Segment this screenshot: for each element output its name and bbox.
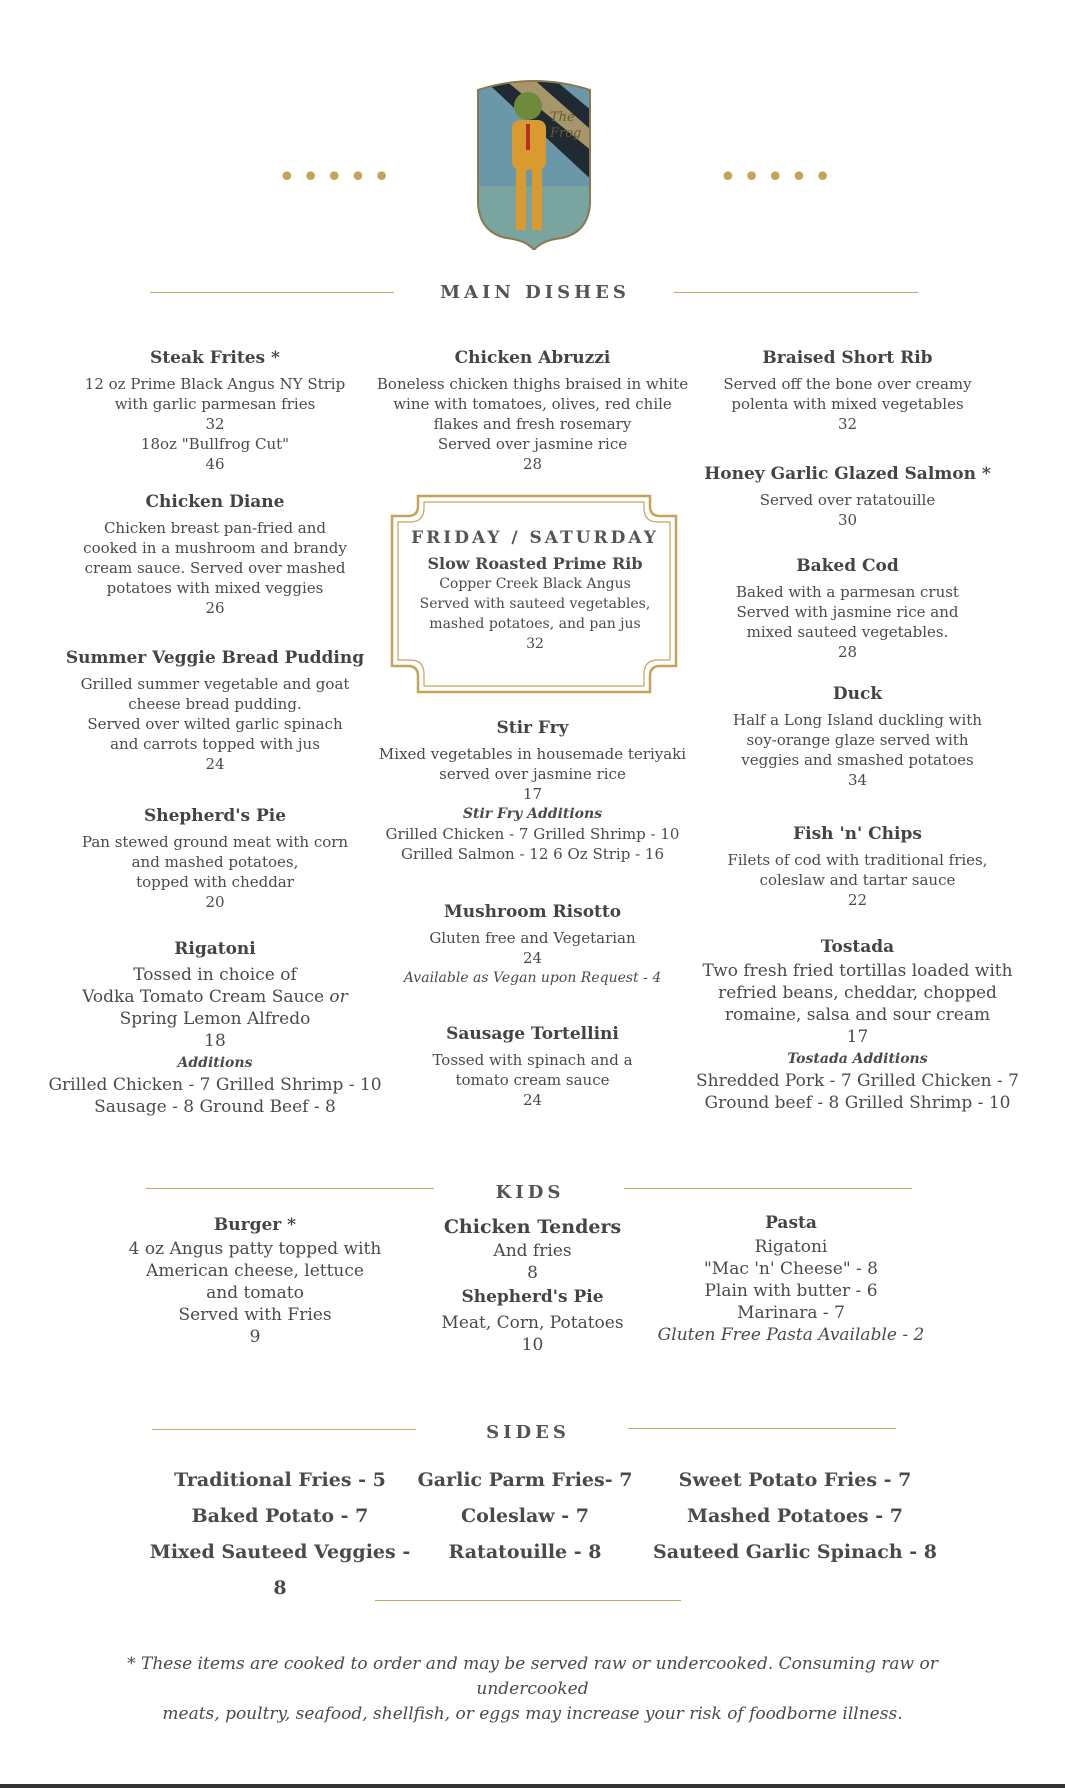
- rule-left-kids: [146, 1188, 434, 1189]
- section-title-kids: KIDS: [495, 1182, 565, 1203]
- special-heading: FRIDAY / SATURDAY: [411, 528, 659, 548]
- menu-item-stir-fry: Stir Fry Mixed vegetables in housemade teriyaki served over jasmine rice 17 Stir Fry Additions Grilled Chicken - 7 Grilled Shrimp - 10 Grilled Salmon - 12 6 Oz Strip - 16: [370, 718, 695, 864]
- item-name: Chicken Tenders: [443, 1216, 622, 1238]
- item-name: Mushroom Risotto: [443, 902, 622, 922]
- item-price: 46: [205, 455, 225, 473]
- menu-item-sausage-tortellini: Sausage Tortellini Tossed with spinach and a tomato cream sauce 24: [370, 1024, 695, 1110]
- item-name: Chicken Diane: [145, 492, 285, 512]
- item-name: Honey Garlic Glazed Salmon *: [704, 464, 991, 484]
- additions-label: Tostada Additions: [787, 1051, 928, 1067]
- side-item: Sweet Potato Fries - 7: [678, 1469, 912, 1491]
- item-price: 24: [205, 755, 225, 773]
- additions-label: Additions: [177, 1055, 253, 1071]
- sides-column-3: [650, 1462, 940, 1570]
- menu-item-duck: Duck Half a Long Island duckling with soy-orange glaze served with veggies and smashed potatoes 34: [700, 684, 1015, 790]
- rule-footer: [375, 1600, 681, 1601]
- item-price: 24: [522, 1091, 543, 1109]
- kids-item-burger: Burger * 4 oz Angus patty topped with American cheese, lettuce and tomato Served with Fries 9: [90, 1214, 420, 1348]
- menu-item-mushroom-risotto: Mushroom Risotto Gluten free and Vegetarian 24 Available as Vegan upon Request - 4: [370, 902, 695, 988]
- item-price: 32: [205, 415, 225, 433]
- menu-item-rigatoni: Rigatoni Tossed in choice of Vodka Tomato Cream Sauce or Spring Lemon Alfredo 18 Additions Grilled Chicken - 7 Grilled Shrimp - 10 Sausage - 8 Ground Beef - 8: [40, 938, 390, 1118]
- item-price: 9: [249, 1327, 261, 1347]
- bottom-border: [0, 1784, 1065, 1788]
- item-price: 18: [204, 1031, 226, 1051]
- side-item: Traditional Fries - 5: [174, 1469, 386, 1491]
- item-name: Rigatoni: [174, 939, 256, 959]
- item-name: Shepherd's Pie: [461, 1287, 604, 1307]
- side-item: Ratatouille - 8: [448, 1541, 602, 1563]
- side-item: Garlic Parm Fries- 7: [417, 1469, 633, 1491]
- item-name: Pasta: [765, 1213, 817, 1233]
- sides-column-2: [400, 1462, 650, 1570]
- menu-item-braised-short-rib: Braised Short Rib Served off the bone over creamy polenta with mixed vegetables 32: [690, 348, 1005, 434]
- item-price: 22: [847, 891, 868, 909]
- item-name: Summer Veggie Bread Pudding: [65, 648, 365, 668]
- additions-label: Stir Fry Additions: [462, 806, 603, 822]
- item-note: Gluten Free Pasta Available - 2: [657, 1325, 925, 1345]
- logo-text: The Frog: [550, 110, 582, 141]
- menu-item-honey-garlic-salmon: Honey Garlic Glazed Salmon * Served over ratatouille 30: [690, 464, 1005, 530]
- item-price: 26: [205, 599, 225, 617]
- item-price: 34: [847, 771, 868, 789]
- side-item: Mixed Sauteed Veggies - 8: [149, 1541, 411, 1599]
- item-price: 8: [527, 1263, 538, 1283]
- logo: [470, 76, 598, 250]
- item-name: Baked Cod: [796, 556, 899, 576]
- rule-left-sides: [152, 1429, 416, 1430]
- item-name: Shepherd's Pie: [143, 806, 287, 826]
- rule-right-main: [674, 292, 918, 293]
- item-name: Steak Frites *: [150, 348, 280, 368]
- item-price: 24: [522, 949, 543, 967]
- side-item: Baked Potato - 7: [191, 1505, 369, 1527]
- item-price: 10: [521, 1335, 544, 1355]
- menu-item-baked-cod: Baked Cod Baked with a parmesan crust Served with jasmine rice and mixed sauteed vegetables. 28: [690, 556, 1005, 662]
- item-name: Braised Short Rib: [762, 348, 933, 368]
- item-name: Tostada: [820, 937, 895, 957]
- item-price: 30: [837, 511, 858, 529]
- item-price: 28: [522, 455, 543, 473]
- disclaimer: * These items are cooked to order and may be served raw or undercooked. Consuming raw or undercooked meats, poultry, seafood, shellfish, or eggs may increase your risk of foodborne illness.: [127, 1654, 938, 1724]
- item-name: Duck: [832, 684, 883, 704]
- menu-item-steak-frites: Steak Frites * 12 oz Prime Black Angus NY Strip with garlic parmesan fries 32 18oz "Bullfrog Cut" 46: [50, 348, 380, 474]
- rule-left-main: [150, 292, 394, 293]
- item-name: Chicken Abruzzi: [454, 348, 611, 368]
- menu-item-tostada: Tostada Two fresh fried tortillas loaded with refried beans, cheddar, chopped romaine, salsa and sour cream 17 Tostada Additions Shredded Pork - 7 Grilled Chicken - 7 Ground beef - 8 Grilled Shrimp - 10: [690, 936, 1025, 1114]
- item-name: Sausage Tortellini: [446, 1024, 619, 1044]
- section-title-main: MAIN DISHES: [440, 282, 630, 303]
- item-name: Stir Fry: [496, 718, 569, 738]
- section-title-sides: SIDES: [486, 1422, 570, 1443]
- item-price: 17: [522, 785, 543, 803]
- decorative-dots-left: •••••: [278, 160, 397, 195]
- side-item: Mashed Potatoes - 7: [687, 1505, 903, 1527]
- item-price: 20: [205, 893, 225, 911]
- side-item: Coleslaw - 7: [460, 1505, 590, 1527]
- item-price: 28: [837, 643, 858, 661]
- side-item: Sauteed Garlic Spinach - 8: [653, 1541, 937, 1563]
- item-note: Available as Vegan upon Request - 4: [403, 970, 662, 986]
- special-name: Slow Roasted Prime Rib: [427, 554, 643, 573]
- kids-item-chicken-tenders: Chicken Tenders And fries 8 Shepherd's Pie Meat, Corn, Potatoes 10: [395, 1216, 670, 1356]
- item-price: 17: [846, 1027, 869, 1047]
- item-name: Fish 'n' Chips: [793, 824, 922, 844]
- menu-item-fish-n-chips: Fish 'n' Chips Filets of cod with traditional fries, coleslaw and tartar sauce 22: [700, 824, 1015, 910]
- rule-right-kids: [624, 1188, 912, 1189]
- menu-item-chicken-diane: Chicken Diane Chicken breast pan-fried and cooked in a mushroom and brandy cream sauce. Served over mashed potatoes with mixed veggies 26: [50, 492, 380, 618]
- decorative-dots-right: •••••: [719, 160, 838, 195]
- rule-right-sides: [628, 1428, 896, 1429]
- kids-item-pasta: Pasta Rigatoni "Mac 'n' Cheese" - 8 Plain with butter - 6 Marinara - 7 Gluten Free Pasta Available - 2: [640, 1212, 942, 1346]
- menu-item-shepherds-pie: Shepherd's Pie Pan stewed ground meat with corn and mashed potatoes, topped with cheddar 20: [50, 806, 380, 912]
- menu-item-summer-veggie-bread-pudding: Summer Veggie Bread Pudding Grilled summer vegetable and goat cheese bread pudding. Served over wilted garlic spinach and carrots topped with jus 24: [50, 648, 380, 774]
- item-name: Burger *: [213, 1215, 297, 1235]
- special-price: 32: [526, 636, 544, 652]
- sides-column-1: [140, 1462, 420, 1606]
- item-price: 32: [837, 415, 858, 433]
- special-box: FRIDAY / SATURDAY Slow Roasted Prime Rib Copper Creek Black Angus Served with sauteed vegetables, mashed potatoes, and pan jus 32: [390, 528, 680, 654]
- menu-item-chicken-abruzzi: Chicken Abruzzi Boneless chicken thighs braised in white wine with tomatoes, olives, red chile flakes and fresh rosemary Served over jasmine rice 28: [370, 348, 695, 474]
